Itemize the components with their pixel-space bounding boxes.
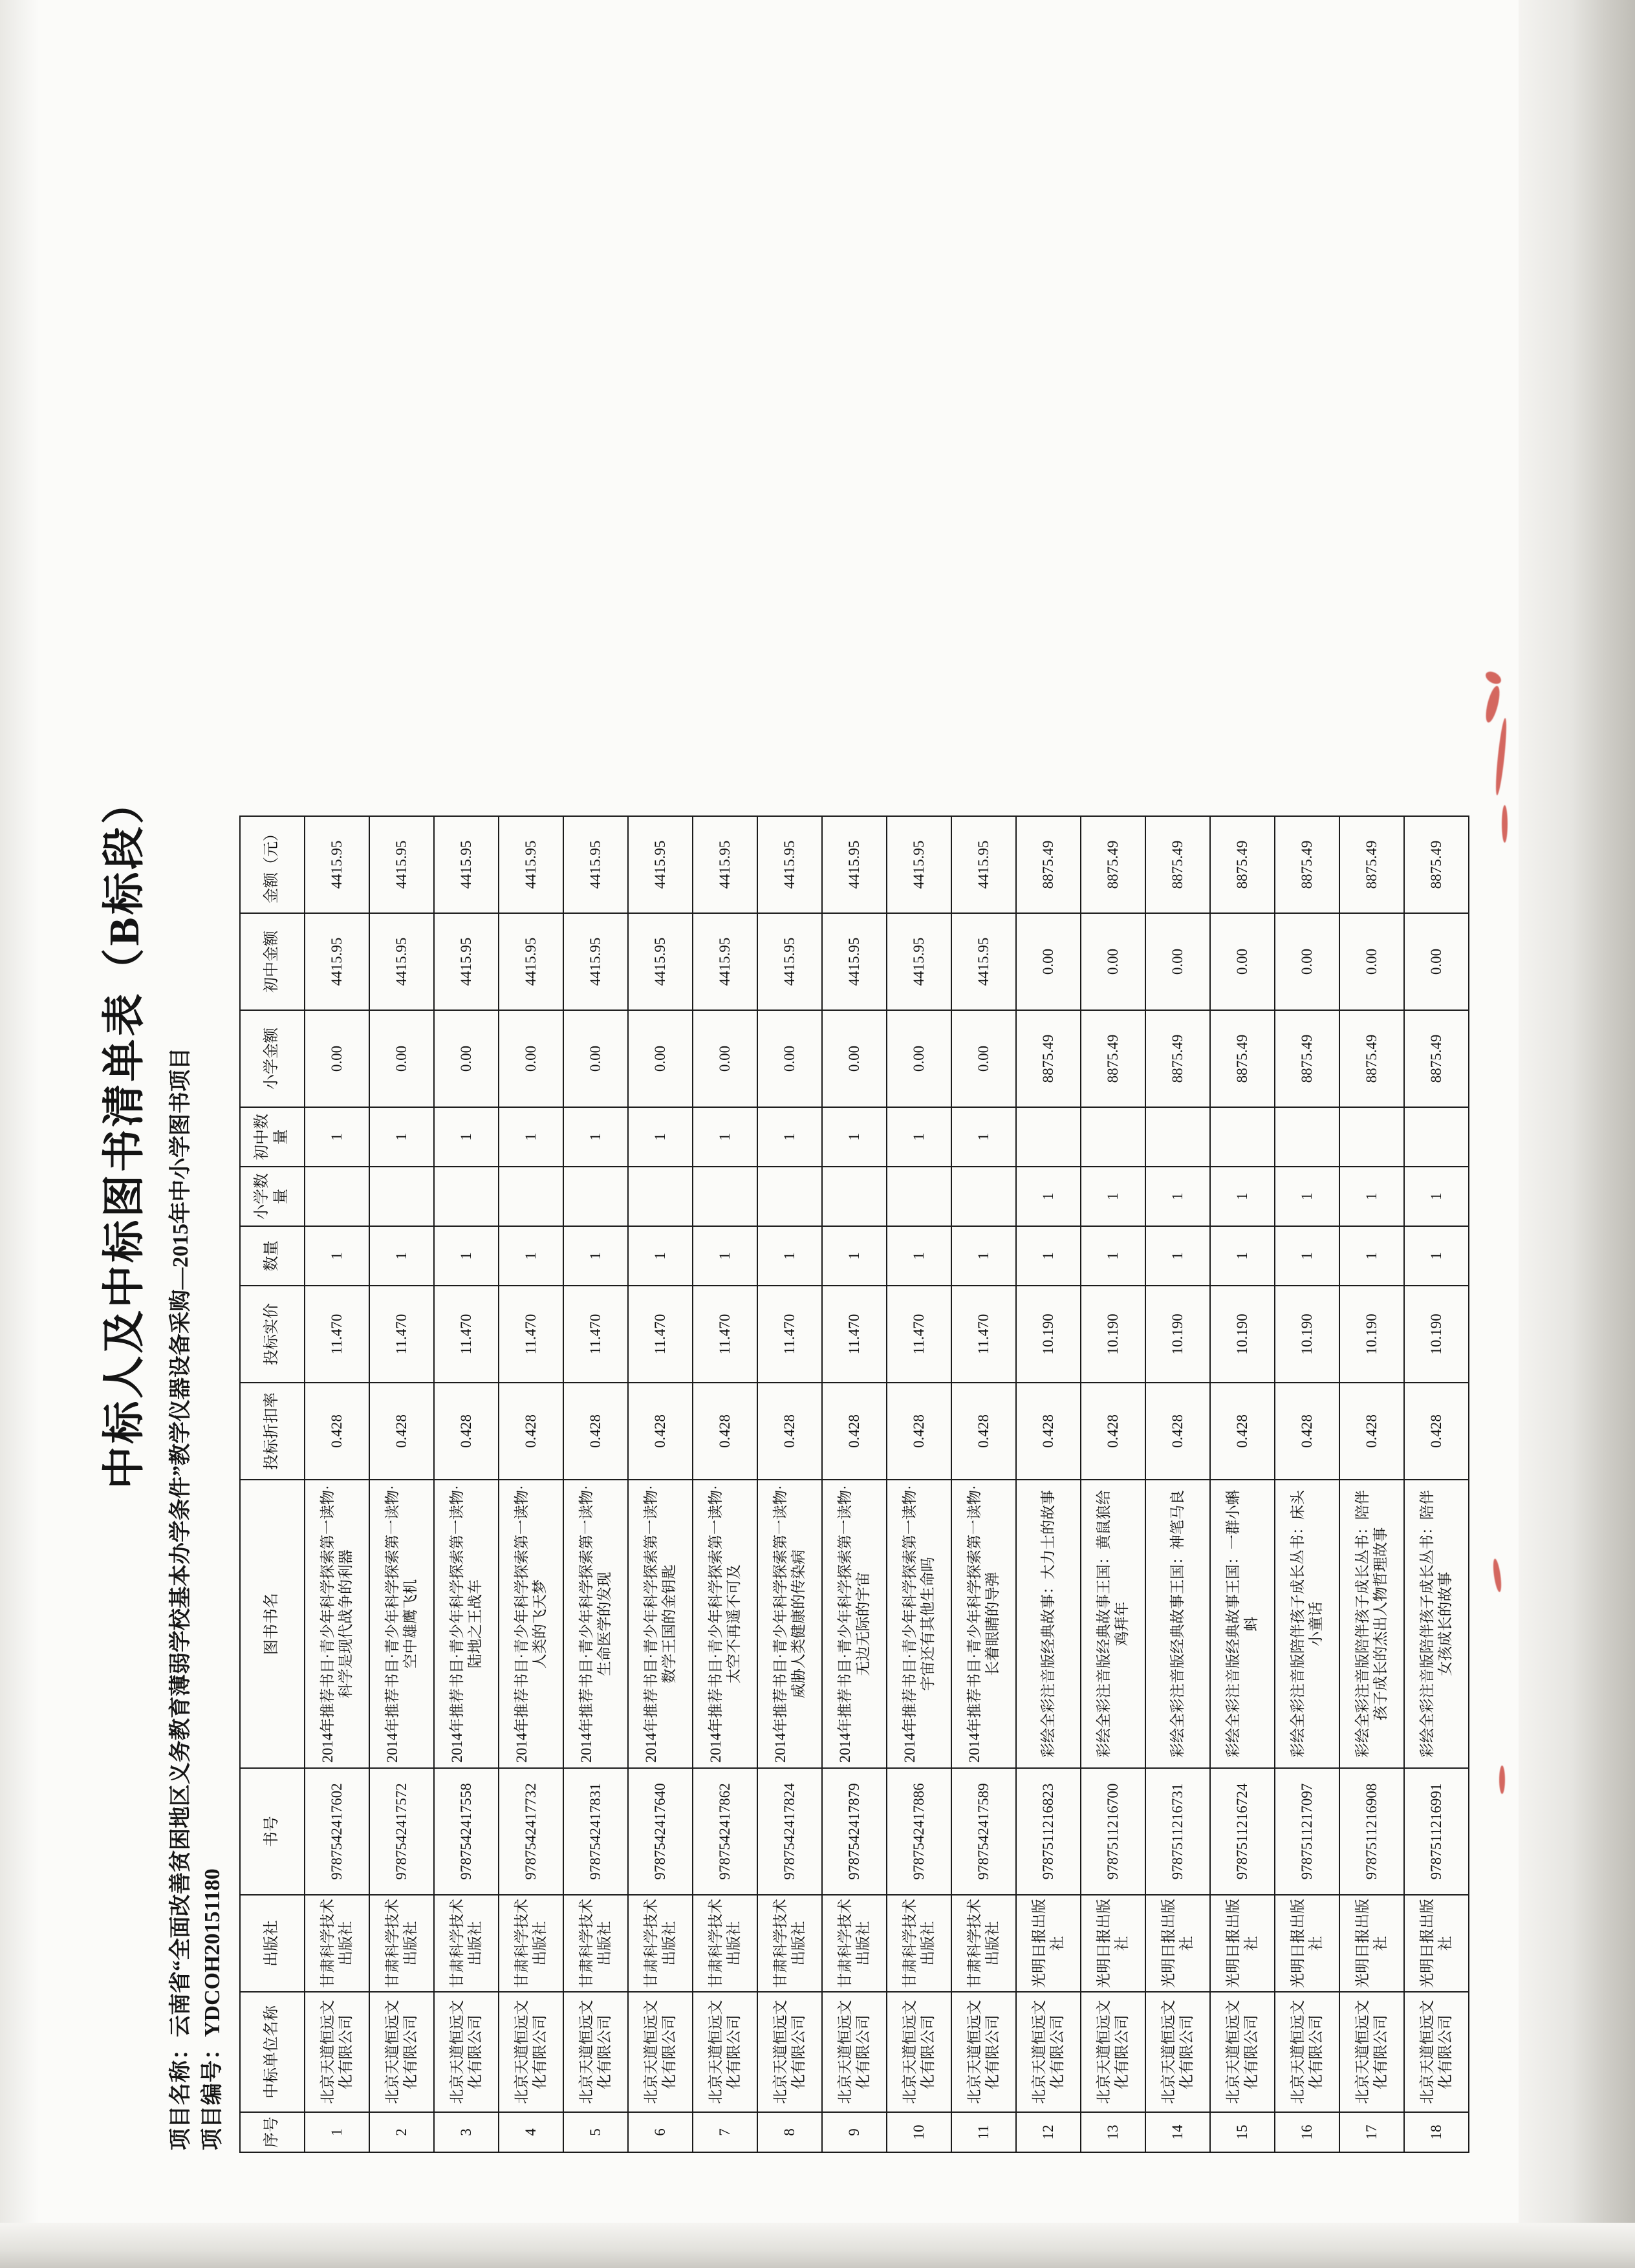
row-amount-total: 4415.95 — [499, 816, 563, 913]
row-book-name: 彩绘全彩注音版经典故事王国：神笔马良 — [1145, 1480, 1210, 1768]
row-isbn: 9787542417862 — [693, 1768, 757, 1895]
row-qty: 1 — [369, 1226, 434, 1286]
row-amount-total: 4415.95 — [369, 816, 434, 913]
row-discount: 0.428 — [434, 1383, 499, 1480]
row-isbn: 9787542417824 — [757, 1768, 822, 1895]
row-book-name: 彩绘全彩注音版陪伴孩子成长丛书：陪伴女孩成长的故事 — [1404, 1480, 1469, 1768]
row-publisher: 光明日报出版社 — [1145, 1895, 1210, 1992]
row-discount: 0.428 — [951, 1383, 1016, 1480]
row-seq: 10 — [887, 2112, 951, 2152]
table-row — [1145, 816, 1210, 2152]
row-bidder-unit: 北京天道恒远文化有限公司 — [369, 1992, 434, 2112]
row-isbn: 9787542417602 — [305, 1768, 369, 1895]
row-bidder-unit: 北京天道恒远文化有限公司 — [499, 1992, 563, 2112]
row-bid-price: 10.190 — [1145, 1286, 1210, 1383]
row-publisher: 光明日报出版社 — [1275, 1895, 1339, 1992]
row-bidder-unit: 北京天道恒远文化有限公司 — [822, 1992, 887, 2112]
row-bid-price: 10.190 — [1339, 1286, 1404, 1383]
row-amount-total: 4415.95 — [951, 816, 1016, 913]
row-bidder-unit: 北京天道恒远文化有限公司 — [1339, 1992, 1404, 2112]
row-amount-total: 4415.95 — [693, 816, 757, 913]
row-bidder-unit: 北京天道恒远文化有限公司 — [757, 1992, 822, 2112]
project-name-row — [165, 45, 197, 2150]
row-qty-primary: 1 — [1016, 1167, 1081, 1226]
row-isbn: 9787511216991 — [1404, 1768, 1469, 1895]
row-publisher: 甘肃科学技术出版社 — [369, 1895, 434, 1992]
row-seq: 9 — [822, 2112, 887, 2152]
row-discount: 0.428 — [628, 1383, 693, 1480]
row-isbn: 9787542417589 — [951, 1768, 1016, 1895]
table-row — [1404, 816, 1469, 2152]
row-book-name: 2014年推荐书目·青少年科学探索第一读物·空中雄鹰飞机 — [369, 1480, 434, 1768]
row-qty-primary — [887, 1167, 951, 1226]
ink-smudge — [1499, 1766, 1505, 1794]
row-discount: 0.428 — [693, 1383, 757, 1480]
table-row — [1081, 816, 1145, 2152]
row-amount-primary: 0.00 — [305, 1010, 369, 1107]
row-discount: 0.428 — [369, 1383, 434, 1480]
col-header-isbn: 书号 — [240, 1768, 305, 1895]
row-qty-junior: 1 — [499, 1107, 563, 1167]
row-amount-primary: 8875.49 — [1081, 1010, 1145, 1107]
col-header-amount-junior: 初中金额 — [240, 913, 305, 1010]
row-amount-junior: 4415.95 — [499, 913, 563, 1010]
row-amount-junior: 4415.95 — [628, 913, 693, 1010]
row-qty: 1 — [499, 1226, 563, 1286]
col-header-book-name: 图书书名 — [240, 1480, 305, 1768]
table-row — [1016, 816, 1081, 2152]
row-book-name: 2014年推荐书目·青少年科学探索第一读物·人类的飞天梦 — [499, 1480, 563, 1768]
row-amount-junior: 0.00 — [1016, 913, 1081, 1010]
row-qty: 1 — [1210, 1226, 1275, 1286]
row-publisher: 光明日报出版社 — [1339, 1895, 1404, 1992]
row-qty-junior: 1 — [628, 1107, 693, 1167]
row-qty-primary: 1 — [1081, 1167, 1145, 1226]
row-bid-price: 10.190 — [1016, 1286, 1081, 1383]
row-amount-total: 4415.95 — [757, 816, 822, 913]
row-seq: 13 — [1081, 2112, 1145, 2152]
table-row — [887, 816, 951, 2152]
row-qty-junior — [1016, 1107, 1081, 1167]
col-header-bid-price: 投标实价 — [240, 1286, 305, 1383]
col-header-amount-total: 金额（元） — [240, 816, 305, 913]
row-isbn: 9787542417558 — [434, 1768, 499, 1895]
table-row — [563, 816, 628, 2152]
row-bid-price: 11.470 — [693, 1286, 757, 1383]
row-bid-price: 10.190 — [1081, 1286, 1145, 1383]
row-discount: 0.428 — [1275, 1383, 1339, 1480]
row-qty: 1 — [1339, 1226, 1404, 1286]
row-publisher: 光明日报出版社 — [1404, 1895, 1469, 1992]
row-discount: 0.428 — [1339, 1383, 1404, 1480]
row-discount: 0.428 — [1081, 1383, 1145, 1480]
row-qty-junior — [1145, 1107, 1210, 1167]
row-amount-primary: 0.00 — [887, 1010, 951, 1107]
table-header-row — [240, 816, 305, 2152]
row-seq: 15 — [1210, 2112, 1275, 2152]
row-seq: 16 — [1275, 2112, 1339, 2152]
row-qty-junior — [1210, 1107, 1275, 1167]
row-seq: 12 — [1016, 2112, 1081, 2152]
row-book-name: 2014年推荐书目·青少年科学探索第一读物·生命医学的发现 — [563, 1480, 628, 1768]
row-amount-junior: 4415.95 — [951, 913, 1016, 1010]
row-qty: 1 — [434, 1226, 499, 1286]
row-amount-junior: 0.00 — [1404, 913, 1469, 1010]
row-amount-primary: 0.00 — [757, 1010, 822, 1107]
ink-smudge — [1502, 805, 1508, 843]
row-amount-junior: 4415.95 — [693, 913, 757, 1010]
row-publisher: 甘肃科学技术出版社 — [305, 1895, 369, 1992]
row-qty: 1 — [628, 1226, 693, 1286]
row-qty-primary: 1 — [1210, 1167, 1275, 1226]
project-code-value: YDCOH20151180 — [200, 1868, 225, 2037]
row-seq: 4 — [499, 2112, 563, 2152]
col-header-unit: 中标单位名称 — [240, 1992, 305, 2112]
row-bidder-unit: 北京天道恒远文化有限公司 — [1275, 1992, 1339, 2112]
row-book-name: 彩绘全彩注音版经典故事王国：一群小蝌蚪 — [1210, 1480, 1275, 1768]
row-bid-price: 11.470 — [563, 1286, 628, 1383]
col-header-publisher: 出版社 — [240, 1895, 305, 1992]
row-seq: 6 — [628, 2112, 693, 2152]
row-bid-price: 11.470 — [305, 1286, 369, 1383]
row-discount: 0.428 — [1404, 1383, 1469, 1480]
row-qty-primary — [434, 1167, 499, 1226]
row-amount-junior: 4415.95 — [369, 913, 434, 1010]
page-title: 中标人及中标图书清单表（B标段） — [101, 779, 148, 1489]
row-qty-junior: 1 — [434, 1107, 499, 1167]
col-header-qty-junior: 初中数量 — [240, 1107, 305, 1167]
row-amount-primary: 8875.49 — [1145, 1010, 1210, 1107]
project-name-value: 云南省“全面改善贫困地区义务教育薄弱学校基本办学条件”教学仪器设备采购—2015年中小学图书项目 — [169, 1048, 193, 2037]
row-seq: 7 — [693, 2112, 757, 2152]
row-qty-primary: 1 — [1145, 1167, 1210, 1226]
row-amount-primary: 0.00 — [822, 1010, 887, 1107]
row-amount-junior: 0.00 — [1210, 913, 1275, 1010]
row-isbn: 9787511216908 — [1339, 1768, 1404, 1895]
row-qty: 1 — [1016, 1226, 1081, 1286]
row-amount-total: 4415.95 — [434, 816, 499, 913]
row-bid-price: 11.470 — [628, 1286, 693, 1383]
row-book-name: 2014年推荐书目·青少年科学探索第一读物·陆地之王战车 — [434, 1480, 499, 1768]
row-amount-junior: 0.00 — [1339, 913, 1404, 1010]
row-bidder-unit: 北京天道恒远文化有限公司 — [628, 1992, 693, 2112]
row-amount-primary: 0.00 — [499, 1010, 563, 1107]
row-seq: 17 — [1339, 2112, 1404, 2152]
row-qty-primary: 1 — [1339, 1167, 1404, 1226]
table-row — [1210, 816, 1275, 2152]
row-seq: 14 — [1145, 2112, 1210, 2152]
row-amount-total: 8875.49 — [1275, 816, 1339, 913]
project-code-label: 项目编号： — [200, 2037, 225, 2150]
row-amount-total: 8875.49 — [1016, 816, 1081, 913]
row-qty: 1 — [693, 1226, 757, 1286]
table-row — [499, 816, 563, 2152]
table-row — [628, 816, 693, 2152]
row-discount: 0.428 — [499, 1383, 563, 1480]
row-isbn: 9787511216724 — [1210, 1768, 1275, 1895]
row-qty-junior: 1 — [757, 1107, 822, 1167]
row-amount-primary: 8875.49 — [1339, 1010, 1404, 1107]
row-amount-total: 4415.95 — [887, 816, 951, 913]
row-qty: 1 — [822, 1226, 887, 1286]
row-isbn: 9787542417732 — [499, 1768, 563, 1895]
row-amount-primary: 0.00 — [369, 1010, 434, 1107]
row-isbn: 9787542417886 — [887, 1768, 951, 1895]
row-book-name: 2014年推荐书目·青少年科学探索第一读物·太空不再遥不可及 — [693, 1480, 757, 1768]
row-amount-primary: 0.00 — [434, 1010, 499, 1107]
row-book-name: 2014年推荐书目·青少年科学探索第一读物·威胁人类健康的传染病 — [757, 1480, 822, 1768]
table-row — [951, 816, 1016, 2152]
row-qty: 1 — [1404, 1226, 1469, 1286]
row-isbn: 9787511216731 — [1145, 1768, 1210, 1895]
row-isbn: 9787542417879 — [822, 1768, 887, 1895]
row-book-name: 2014年推荐书目·青少年科学探索第一读物·科学是现代战争的利器 — [305, 1480, 369, 1768]
row-qty-junior: 1 — [822, 1107, 887, 1167]
row-publisher: 光明日报出版社 — [1210, 1895, 1275, 1992]
row-amount-junior: 4415.95 — [757, 913, 822, 1010]
project-code-row — [197, 45, 228, 2150]
row-publisher: 甘肃科学技术出版社 — [757, 1895, 822, 1992]
row-book-name: 彩绘全彩注音版陪伴孩子成长丛书：陪伴孩子成长的杰出人物哲理故事 — [1339, 1480, 1404, 1768]
row-isbn: 9787542417831 — [563, 1768, 628, 1895]
table-row — [1275, 816, 1339, 2152]
row-seq: 11 — [951, 2112, 1016, 2152]
row-amount-primary: 0.00 — [563, 1010, 628, 1107]
row-bid-price: 11.470 — [822, 1286, 887, 1383]
col-header-discount: 投标折扣率 — [240, 1383, 305, 1480]
row-amount-primary: 0.00 — [951, 1010, 1016, 1107]
row-publisher: 光明日报出版社 — [1081, 1895, 1145, 1992]
row-amount-primary: 8875.49 — [1275, 1010, 1339, 1107]
row-discount: 0.428 — [1145, 1383, 1210, 1480]
row-isbn: 9787511216823 — [1016, 1768, 1081, 1895]
row-bid-price: 10.190 — [1404, 1286, 1469, 1383]
row-amount-primary: 8875.49 — [1210, 1010, 1275, 1107]
row-bid-price: 11.470 — [951, 1286, 1016, 1383]
row-isbn: 9787511216700 — [1081, 1768, 1145, 1895]
row-qty-primary — [305, 1167, 369, 1226]
table-row — [1339, 816, 1404, 2152]
row-publisher: 甘肃科学技术出版社 — [951, 1895, 1016, 1992]
row-amount-total: 4415.95 — [628, 816, 693, 913]
row-qty: 1 — [1081, 1226, 1145, 1286]
row-discount: 0.428 — [757, 1383, 822, 1480]
row-discount: 0.428 — [822, 1383, 887, 1480]
row-bidder-unit: 北京天道恒远文化有限公司 — [305, 1992, 369, 2112]
bid-book-list-table — [239, 815, 1469, 2153]
row-qty-primary — [563, 1167, 628, 1226]
table-row — [434, 816, 499, 2152]
row-qty: 1 — [757, 1226, 822, 1286]
row-book-name: 2014年推荐书目·青少年科学探索第一读物·数学王国的金钥匙 — [628, 1480, 693, 1768]
row-book-name: 彩绘全彩注音版经典故事王国：黄鼠狼给鸡拜年 — [1081, 1480, 1145, 1768]
row-amount-junior: 4415.95 — [434, 913, 499, 1010]
table-row — [369, 816, 434, 2152]
row-publisher: 甘肃科学技术出版社 — [822, 1895, 887, 1992]
row-qty-junior — [1339, 1107, 1404, 1167]
row-qty-junior: 1 — [887, 1107, 951, 1167]
row-bidder-unit: 北京天道恒远文化有限公司 — [563, 1992, 628, 2112]
row-bidder-unit: 北京天道恒远文化有限公司 — [1145, 1992, 1210, 2112]
row-bid-price: 10.190 — [1210, 1286, 1275, 1383]
col-header-qty: 数量 — [240, 1226, 305, 1286]
row-amount-junior: 4415.95 — [305, 913, 369, 1010]
row-bidder-unit: 北京天道恒远文化有限公司 — [1210, 1992, 1275, 2112]
col-header-amount-primary: 小学金额 — [240, 1010, 305, 1107]
row-bidder-unit: 北京天道恒远文化有限公司 — [1404, 1992, 1469, 2112]
row-amount-total: 8875.49 — [1081, 816, 1145, 913]
row-amount-total: 4415.95 — [305, 816, 369, 913]
row-publisher: 甘肃科学技术出版社 — [499, 1895, 563, 1992]
row-publisher: 甘肃科学技术出版社 — [434, 1895, 499, 1992]
row-book-name: 2014年推荐书目·青少年科学探索第一读物·宇宙还有其他生命吗 — [887, 1480, 951, 1768]
row-isbn: 9787542417640 — [628, 1768, 693, 1895]
row-qty: 1 — [951, 1226, 1016, 1286]
row-bid-price: 11.470 — [887, 1286, 951, 1383]
row-bidder-unit: 北京天道恒远文化有限公司 — [1081, 1992, 1145, 2112]
row-seq: 3 — [434, 2112, 499, 2152]
row-amount-primary: 0.00 — [693, 1010, 757, 1107]
row-bidder-unit: 北京天道恒远文化有限公司 — [887, 1992, 951, 2112]
row-qty-primary — [822, 1167, 887, 1226]
row-discount: 0.428 — [305, 1383, 369, 1480]
row-qty: 1 — [305, 1226, 369, 1286]
row-qty-primary: 1 — [1404, 1167, 1469, 1226]
row-isbn: 9787542417572 — [369, 1768, 434, 1895]
table-row — [757, 816, 822, 2152]
row-qty: 1 — [887, 1226, 951, 1286]
row-book-name: 2014年推荐书目·青少年科学探索第一读物·长着眼睛的导弹 — [951, 1480, 1016, 1768]
row-amount-junior: 4415.95 — [822, 913, 887, 1010]
row-qty: 1 — [1275, 1226, 1339, 1286]
row-qty-primary — [628, 1167, 693, 1226]
row-qty-junior: 1 — [951, 1107, 1016, 1167]
row-bidder-unit: 北京天道恒远文化有限公司 — [434, 1992, 499, 2112]
row-isbn: 9787511217097 — [1275, 1768, 1339, 1895]
row-bid-price: 11.470 — [434, 1286, 499, 1383]
row-amount-total: 4415.95 — [563, 816, 628, 913]
row-amount-total: 8875.49 — [1145, 816, 1210, 913]
row-qty-junior: 1 — [305, 1107, 369, 1167]
row-qty-junior — [1404, 1107, 1469, 1167]
row-amount-primary: 8875.49 — [1404, 1010, 1469, 1107]
row-amount-primary: 8875.49 — [1016, 1010, 1081, 1107]
row-amount-total: 8875.49 — [1339, 816, 1404, 913]
row-book-name: 彩绘全彩注音版经典故事：大力士的故事 — [1016, 1480, 1081, 1768]
row-qty-primary — [693, 1167, 757, 1226]
row-publisher: 甘肃科学技术出版社 — [628, 1895, 693, 1992]
row-bidder-unit: 北京天道恒远文化有限公司 — [951, 1992, 1016, 2112]
row-bidder-unit: 北京天道恒远文化有限公司 — [693, 1992, 757, 2112]
row-amount-junior: 4415.95 — [563, 913, 628, 1010]
row-bid-price: 11.470 — [499, 1286, 563, 1383]
row-discount: 0.428 — [563, 1383, 628, 1480]
row-bid-price: 10.190 — [1275, 1286, 1339, 1383]
row-amount-junior: 0.00 — [1275, 913, 1339, 1010]
table-body — [305, 816, 1469, 2152]
row-amount-primary: 0.00 — [628, 1010, 693, 1107]
row-publisher: 甘肃科学技术出版社 — [887, 1895, 951, 1992]
row-qty-junior — [1081, 1107, 1145, 1167]
row-amount-total: 4415.95 — [822, 816, 887, 913]
row-seq: 18 — [1404, 2112, 1469, 2152]
row-qty-junior: 1 — [369, 1107, 434, 1167]
table-row — [693, 816, 757, 2152]
row-bid-price: 11.470 — [757, 1286, 822, 1383]
project-name-label: 项目名称： — [169, 2037, 193, 2150]
row-qty-junior: 1 — [693, 1107, 757, 1167]
row-seq: 1 — [305, 2112, 369, 2152]
row-amount-junior: 0.00 — [1081, 913, 1145, 1010]
table-row — [822, 816, 887, 2152]
col-header-qty-primary: 小学数量 — [240, 1167, 305, 1226]
row-bidder-unit: 北京天道恒远文化有限公司 — [1016, 1992, 1081, 2112]
document-meta — [165, 45, 229, 2150]
row-discount: 0.428 — [1016, 1383, 1081, 1480]
row-qty-primary — [369, 1167, 434, 1226]
row-seq: 2 — [369, 2112, 434, 2152]
row-qty-junior: 1 — [563, 1107, 628, 1167]
row-seq: 8 — [757, 2112, 822, 2152]
row-amount-total: 8875.49 — [1210, 816, 1275, 913]
row-qty-primary: 1 — [1275, 1167, 1339, 1226]
col-header-seq: 序号 — [240, 2112, 305, 2152]
row-amount-junior: 0.00 — [1145, 913, 1210, 1010]
row-publisher: 光明日报出版社 — [1016, 1895, 1081, 1992]
row-publisher: 甘肃科学技术出版社 — [563, 1895, 628, 1992]
row-seq: 5 — [563, 2112, 628, 2152]
row-publisher: 甘肃科学技术出版社 — [693, 1895, 757, 1992]
row-qty: 1 — [1145, 1226, 1210, 1286]
row-discount: 0.428 — [887, 1383, 951, 1480]
row-qty-primary — [757, 1167, 822, 1226]
row-qty-primary — [499, 1167, 563, 1226]
row-qty-junior — [1275, 1107, 1339, 1167]
row-qty-primary — [951, 1167, 1016, 1226]
row-book-name: 2014年推荐书目·青少年科学探索第一读物·无边无际的宇宙 — [822, 1480, 887, 1768]
row-book-name: 彩绘全彩注音版陪伴孩子成长丛书：床头小童话 — [1275, 1480, 1339, 1768]
row-discount: 0.428 — [1210, 1383, 1275, 1480]
table-row — [305, 816, 369, 2152]
row-amount-junior: 4415.95 — [887, 913, 951, 1010]
row-qty: 1 — [563, 1226, 628, 1286]
row-bid-price: 11.470 — [369, 1286, 434, 1383]
row-amount-total: 8875.49 — [1404, 816, 1469, 913]
